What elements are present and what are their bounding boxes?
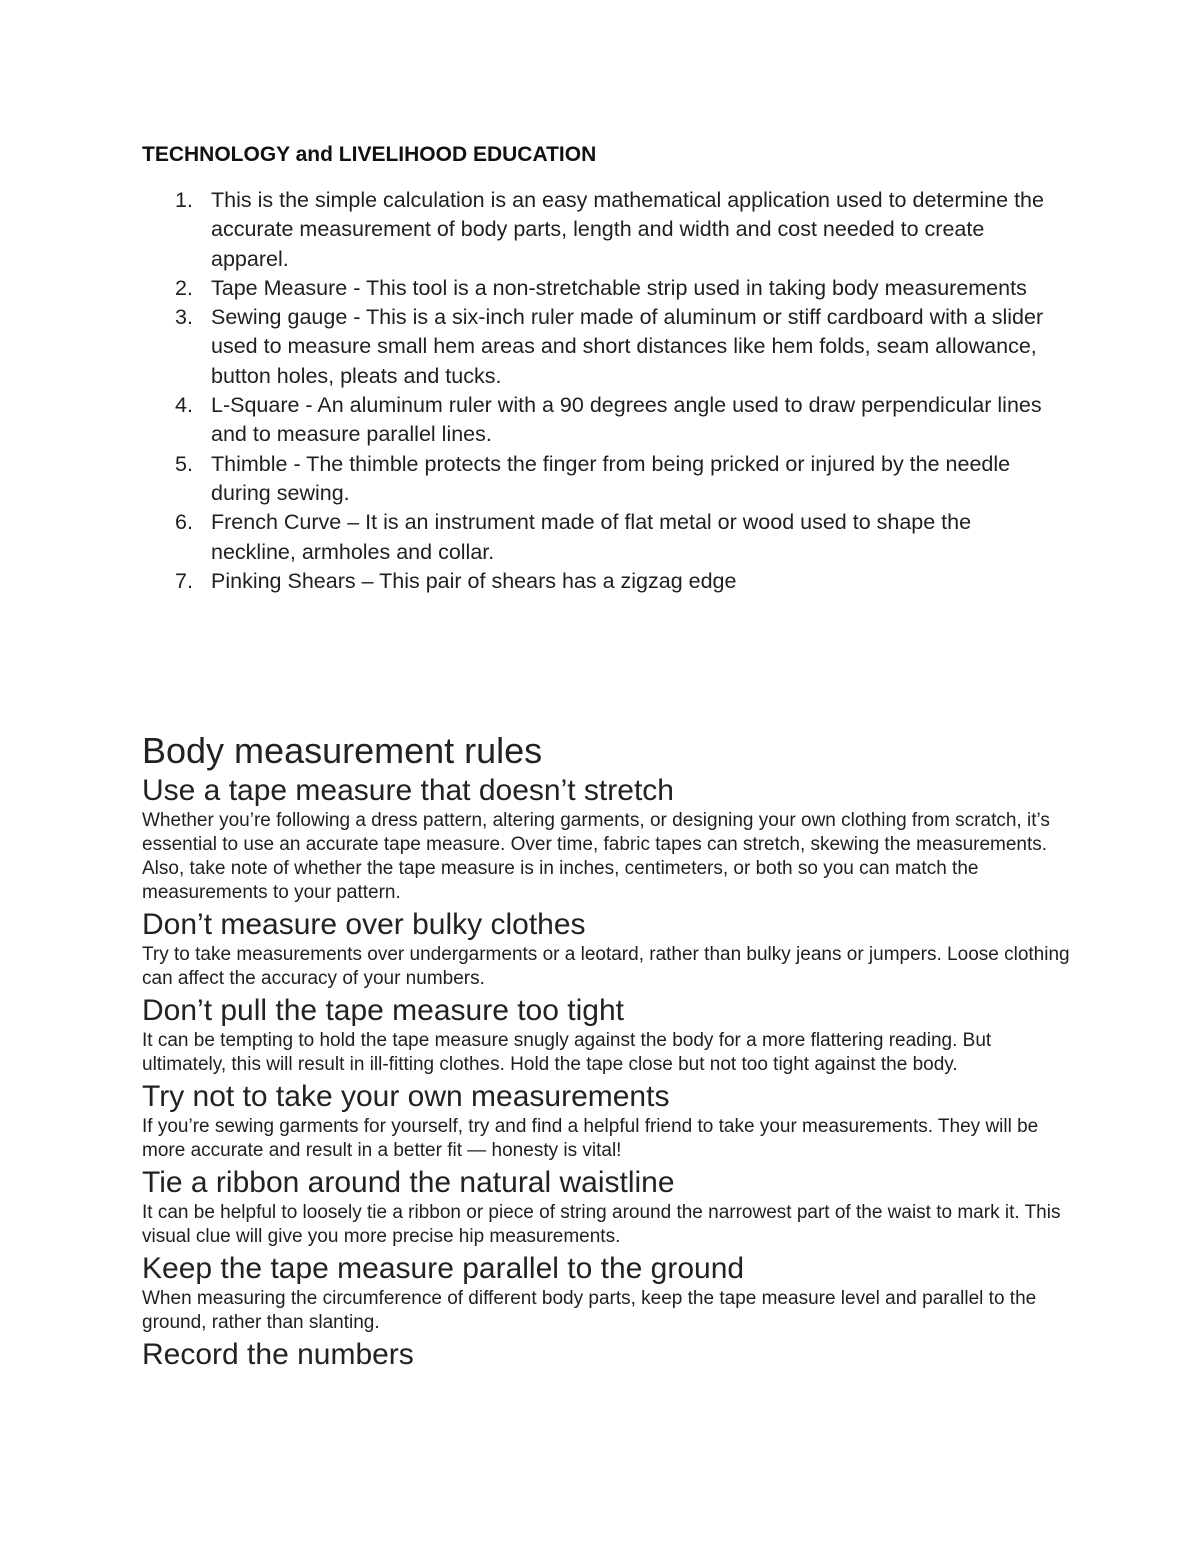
list-number: 2. — [175, 275, 193, 300]
list-number: 1. — [175, 188, 193, 212]
rules-title: Body measurement rules — [142, 730, 543, 771]
list-item — [142, 508, 1047, 567]
list-number: 7. — [175, 568, 193, 593]
list-item — [142, 274, 1047, 303]
rule-body: It can be tempting to hold the tape measure snugly against the body for a more flattering reading. But ultimately, this will result in ill-fitting clothes. Hold the tape close but not too tight against the body. — [142, 1030, 992, 1075]
list-number: 5. — [175, 451, 193, 476]
list-text: Pinking Shears – This pair of shears has a zigzag edge — [211, 568, 737, 593]
list-text: Sewing gauge - This is a six-inch ruler made of aluminum or stiff cardboard with a slider used to measure small hem areas and short distances like hem folds, seam allowance, button holes, pleats and tucks. — [211, 305, 1044, 388]
rule-heading: Record the numbers — [142, 1338, 414, 1371]
rule-heading: Don’t measure over bulky clothes — [142, 908, 586, 941]
list-number: 3. — [175, 305, 193, 330]
rule-body: If you’re sewing garments for yourself, try and find a helpful friend to take your measurements. They will be more accurate and result in a better fit — honesty is vital! — [142, 1116, 1039, 1161]
list-item — [142, 186, 1047, 274]
rule-body: It can be helpful to loosely tie a ribbon or piece of string around the narrowest part of the waist to mark it. This visual clue will give you more precise hip measurements. — [142, 1202, 1061, 1247]
document-title: TECHNOLOGY and LIVELIHOOD EDUCATION — [142, 143, 597, 166]
list-item — [142, 567, 1047, 596]
rule-heading: Don’t pull the tape measure too tight — [142, 994, 624, 1027]
rule-heading: Keep the tape measure parallel to the ground — [142, 1252, 745, 1285]
list-text: Thimble - The thimble protects the finger from being pricked or injured by the needle during sewing. — [211, 451, 1011, 505]
list-number: 4. — [175, 393, 193, 418]
list-text: French Curve – It is an instrument made of flat metal or wood used to shape the neckline, armholes and collar. — [211, 510, 972, 564]
list-item — [142, 303, 1047, 391]
list-number: 6. — [175, 510, 193, 535]
list-text: This is the simple calculation is an easy mathematical application used to determine the accurate measurement of body parts, length and width and cost needed to create apparel. — [211, 188, 1044, 271]
list-item — [142, 450, 1047, 509]
tool-list — [142, 186, 1047, 596]
list-text: Tape Measure - This tool is a non-stretchable strip used in taking body measurements — [211, 275, 1027, 300]
rule-heading: Try not to take your own measurements — [142, 1080, 670, 1113]
rule-heading: Use a tape measure that doesn’t stretch — [142, 774, 674, 807]
rule-body: Whether you’re following a dress pattern, altering garments, or designing your own clothing from scratch, it’s essential to use an accurate tape measure. Over time, fabric tapes can stretch, skewing the measurements. Also, take note of whether the tape measure is in inches, centimeters, or both so you can match the measurements to your pattern. — [142, 810, 1050, 903]
list-item — [142, 391, 1047, 450]
rule-heading: Tie a ribbon around the natural waistline — [142, 1166, 675, 1199]
list-text: L-Square - An aluminum ruler with a 90 degrees angle used to draw perpendicular lines and to measure parallel lines. — [211, 393, 1042, 447]
rule-body: When measuring the circumference of different body parts, keep the tape measure level and parallel to the ground, rather than slanting. — [142, 1288, 1037, 1333]
measurement-rules-section — [142, 729, 1072, 1373]
rule-body: Try to take measurements over undergarments or a leotard, rather than bulky jeans or jumpers. Loose clothing can affect the accuracy of your numbers. — [142, 944, 1070, 989]
